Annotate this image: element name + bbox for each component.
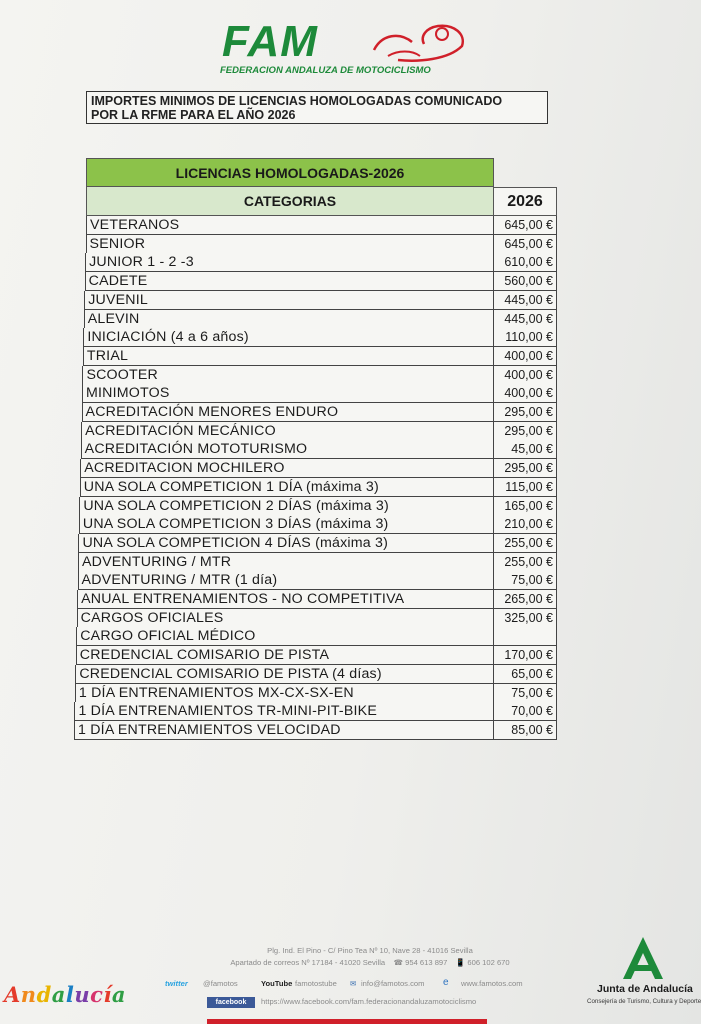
category-name: ALEVIN [84,310,494,329]
category-price: 85,00 € [494,721,557,740]
category-name: 1 DÍA ENTRENAMIENTOS MX-CX-SX-EN [75,684,494,703]
category-name: SENIOR [86,235,494,254]
category-price: 255,00 € [494,534,557,553]
globe-icon: e [443,977,449,988]
motorcycle-icon [368,20,468,66]
category-name: JUVENIL [84,291,494,310]
category-price: 255,00 € [494,553,557,572]
fam-logo [220,18,480,80]
category-price: 325,00 € [494,609,557,628]
email-icon: ✉ [350,979,357,988]
year-header: 2026 [494,187,557,216]
table-row [74,497,570,516]
address-line-2 [160,957,580,969]
twitter-link[interactable]: @famotos [203,979,238,988]
table-row [74,571,570,590]
youtube-link[interactable]: famotostube [295,979,337,988]
category-price: 295,00 € [494,403,557,422]
table-row [74,684,570,703]
category-price: 70,00 € [494,702,557,721]
table-row [74,478,570,497]
facebook-icon: facebook [207,997,255,1008]
category-name: JUNIOR 1 - 2 -3 [85,253,494,272]
category-name: CARGOS OFICIALES [77,609,494,628]
category-name: MINIMOTOS [82,384,494,403]
table-row [74,235,570,254]
category-price: 295,00 € [494,459,557,478]
table-row [74,515,570,534]
category-price: 445,00 € [494,291,557,310]
category-name: 1 DÍA ENTRENAMIENTOS VELOCIDAD [74,721,494,740]
category-name: UNA SOLA COMPETICION 1 DÍA (máxima 3) [80,478,494,497]
table-row [74,328,570,347]
category-price: 445,00 € [494,310,557,329]
table-title: LICENCIAS HOMOLOGADAS-2026 [86,158,494,187]
category-price: 115,00 € [494,478,557,497]
category-name: UNA SOLA COMPETICION 3 DÍAS (máxima 3) [79,515,494,534]
table-row [74,702,570,721]
logo-brand: FAM [222,17,318,66]
logo-subtitle: FEDERACION ANDALUZA DE MOTOCICLISMO [220,65,431,76]
category-price: 210,00 € [494,515,557,534]
junta-emblem-icon [585,935,701,981]
phone-number: ☎ 954 613 897 [393,958,448,967]
notice-line-2: POR LA RFME PARA EL AÑO 2026 [91,108,296,122]
table-row [74,590,570,609]
notice-box [86,91,548,124]
andalucia-logo: Andalucía [4,982,127,1007]
category-price [494,627,557,646]
category-name: ACREDITACIÓN MECÁNICO [81,422,494,441]
table-row [74,422,570,441]
table-row [74,384,570,403]
category-header: CATEGORIAS [86,187,494,216]
facebook-link[interactable]: https://www.facebook.com/fam.federacionandaluzamotociclismo [261,997,477,1006]
table-row [74,403,570,422]
twitter-icon: twitter [165,979,188,988]
category-price: 45,00 € [494,440,557,459]
table-row [74,459,570,478]
footer-red-bar [207,1019,487,1024]
category-price: 75,00 € [494,571,557,590]
junta-title: Junta de Andalucía [597,983,693,995]
category-name: ADVENTURING / MTR (1 día) [78,571,494,590]
category-name: ACREDITACIÓN MOTOTURISMO [81,440,494,459]
table-row [74,609,570,628]
table-row [74,646,570,665]
table-row [74,291,570,310]
table-row [74,553,570,572]
category-name: ANUAL ENTRENAMIENTOS - NO COMPETITIVA [77,590,494,609]
table-row [74,627,570,646]
category-price: 75,00 € [494,684,557,703]
category-price: 645,00 € [494,216,557,235]
category-name: ADVENTURING / MTR [78,553,494,572]
address-line-1: Plg. Ind. El Pino - C/ Pino Tea Nº 10, Nave 28 - 41016 Sevilla [267,946,473,955]
category-name: ACREDITACIÓN MENORES ENDURO [82,403,494,422]
table-row [74,721,570,740]
table-row [74,665,570,684]
category-price: 400,00 € [494,347,557,366]
category-name: CARGO OFICIAL MÉDICO [76,627,494,646]
table-row [74,440,570,459]
category-name: ACREDITACION MOCHILERO [80,459,494,478]
junta-subtitle: Consejería de Turismo, Cultura y Deporte [587,998,701,1005]
category-price: 165,00 € [494,497,557,516]
footer-address [160,945,580,969]
category-name: UNA SOLA COMPETICION 4 DÍAS (máxima 3) [78,534,494,553]
table-row [74,347,570,366]
table-row [74,216,570,235]
category-price: 110,00 € [494,328,557,347]
category-name: CREDENCIAL COMISARIO DE PISTA (4 días) [75,665,494,684]
website-link[interactable]: www.famotos.com [461,979,523,988]
category-name: INICIACIÓN (4 a 6 años) [83,328,494,347]
category-name: TRIAL [83,347,494,366]
category-price: 170,00 € [494,646,557,665]
notice-line-1: IMPORTES MINIMOS DE LICENCIAS HOMOLOGADAS COMUNICADO [91,94,503,108]
category-name: VETERANOS [86,216,494,235]
category-name: SCOOTER [82,366,494,385]
table-row [74,366,570,385]
category-name: CADETE [85,272,494,291]
table-row [74,310,570,329]
table-row [74,272,570,291]
category-name: CREDENCIAL COMISARIO DE PISTA [76,646,494,665]
category-price: 295,00 € [494,422,557,441]
category-price: 265,00 € [494,590,557,609]
facebook-row [207,997,547,1009]
email-link[interactable]: info@famotos.com [361,979,425,988]
social-links [165,979,545,993]
postal-box: Apartado de correos Nº 17184 - 41020 Sevilla [230,958,386,967]
category-price: 65,00 € [494,665,557,684]
category-price: 400,00 € [494,366,557,385]
category-price: 645,00 € [494,235,557,254]
category-name: UNA SOLA COMPETICION 2 DÍAS (máxima 3) [79,497,494,516]
category-name: 1 DÍA ENTRENAMIENTOS TR-MINI-PIT-BIKE [74,702,494,721]
category-price: 560,00 € [494,272,557,291]
category-price: 400,00 € [494,384,557,403]
mobile-number: 📱 606 102 670 [455,958,510,967]
youtube-icon: YouTube [261,979,293,988]
table-row [74,534,570,553]
category-price: 610,00 € [494,253,557,272]
table-row [74,253,570,272]
